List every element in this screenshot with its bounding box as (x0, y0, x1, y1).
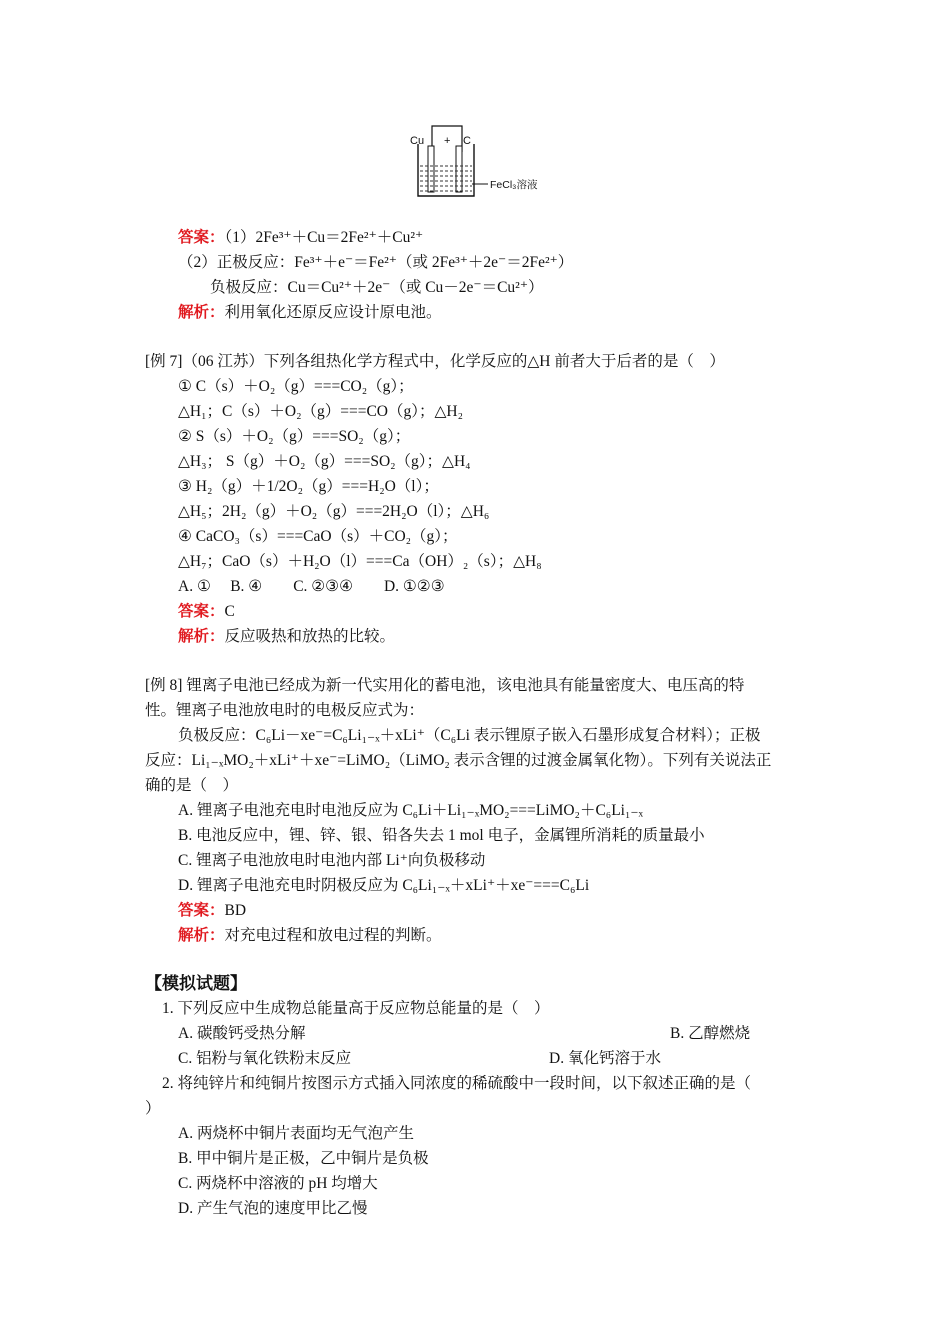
ex7-item: ① C（s）＋O₂（g）===CO₂（g）； (178, 378, 414, 395)
ex7-item: ② S（s）＋O₂（g）===SO₂（g）； (178, 428, 411, 445)
galvanic-cell-diagram (410, 122, 550, 200)
mock-q1-option-b: B. 乙醇燃烧 (670, 1025, 751, 1042)
ex8-question-line3: 负极反应：C₆Li－xe⁻=C₆Li₁₋ₓ＋xLi⁺（C₆Li 表示锂原子嵌入石墨形成复合材料）；正极 (178, 727, 761, 744)
mock-q1-option-c: C. 铝粉与氧化铁粉末反应 (178, 1050, 352, 1067)
answer-tag: 答案： (178, 229, 225, 246)
ex7-analysis: 解析：反应吸热和放热的比较。 (178, 628, 396, 645)
ex7-item: ③ H₂（g）＋1/2O₂（g）===H₂O（l）； (178, 478, 439, 495)
ex7-item: △H₅；2H₂（g）＋O₂（g）===2H₂O（l）；△H₆ (178, 503, 490, 520)
ex8-analysis: 解析：对充电过程和放电过程的判断。 (178, 927, 442, 944)
diagram-solution-label: FeCl₃溶液 (490, 179, 538, 191)
ex8-question-line2: 性。锂离子电池放电时的电极反应式为： (145, 702, 425, 719)
diagram-plus-sign: + (444, 135, 451, 147)
ex8-option-a: A. 锂离子电池充电时电池反应为 C₆Li＋Li₁₋ₓMO₂===LiMO₂＋C₆Li₁₋ₓ (178, 802, 644, 819)
mock-q1-option-d: D. 氧化钙溶于水 (549, 1050, 661, 1067)
analysis-tag: 解析： (178, 927, 225, 944)
mock-heading: 【模拟试题】 (145, 974, 247, 993)
mock-q1: 1. 下列反应中生成物总能量高于反应物总能量的是（ ） (162, 1000, 550, 1017)
mock-q2-option-c: C. 两烧杯中溶液的 pH 均增大 (178, 1175, 378, 1192)
diagram-cu-label: Cu (410, 135, 425, 147)
ex7-answer: 答案：C (178, 603, 235, 620)
ex8-question-line5: 确的是（ ） (145, 777, 239, 794)
ex8-answer: 答案：BD (178, 902, 247, 919)
answer-tag: 答案： (178, 603, 225, 620)
analysis-tag: 解析： (178, 628, 225, 645)
ex7-item: △H₇；CaO（s）＋H₂O（l）===Ca（OH）₂（s）；△H₈ (178, 553, 542, 570)
ex7-item: △H₃； S（g）＋O₂（g）===SO₂（g）；△H₄ (178, 453, 471, 470)
ex6-answer-line3: 负极反应：Cu＝Cu²⁺＋2e⁻（或 Cu－2e⁻＝Cu²⁺） (210, 279, 544, 296)
ex6-answer-line2: （2）正极反应：Fe³⁺＋e⁻＝Fe²⁺（或 2Fe³⁺＋2e⁻＝2Fe²⁺） (178, 254, 574, 271)
ex8-question-line1: [例 8] 锂离子电池已经成为新一代实用化的蓄电池，该电池具有能量密度大、电压高的特 (145, 677, 745, 694)
ex8-question-line4: 反应：Li₁₋ₓMO₂＋xLi⁺＋xe⁻=LiMO₂（LiMO₂ 表示含锂的过渡金属氧化物）。下列有关说法正 (145, 752, 772, 769)
ex7-question: [例 7]（06 江苏）下列各组热化学方程式中，化学反应的△H 前者大于后者的是（ ） (145, 353, 725, 370)
mock-q2-cont: ） (145, 1100, 161, 1117)
mock-q2-option-b: B. 甲中铜片是正极，乙中铜片是负极 (178, 1150, 429, 1167)
ex8-option-b: B. 电池反应中，锂、锌、银、铅各失去 1 mol 电子，金属锂所消耗的质量最小 (178, 827, 705, 844)
mock-q2-option-a: A. 两烧杯中铜片表面均无气泡产生 (178, 1125, 414, 1142)
ex6-analysis: 解析：利用氧化还原反应设计原电池。 (178, 304, 442, 321)
ex7-options: A. ① B. ④ C. ②③④ D. ①②③ (178, 578, 445, 595)
ex7-item: △H₁；C（s）＋O₂（g）===CO（g）；△H₂ (178, 403, 464, 420)
ex8-option-d: D. 锂离子电池充电时阴极反应为 C₆Li₁₋ₓ＋xLi⁺＋xe⁻===C₆Li (178, 877, 590, 894)
diagram-c-label: C (463, 135, 471, 147)
analysis-tag: 解析： (178, 304, 225, 321)
mock-q2-option-d: D. 产生气泡的速度甲比乙慢 (178, 1200, 368, 1217)
answer-tag: 答案： (178, 902, 225, 919)
ex8-option-c: C. 锂离子电池放电时电池内部 Li⁺向负极移动 (178, 852, 486, 869)
mock-q2: 2. 将纯锌片和纯铜片按图示方式插入同浓度的稀硫酸中一段时间，以下叙述正确的是（ (162, 1075, 752, 1092)
mock-q1-option-a: A. 碳酸钙受热分解 (178, 1025, 306, 1042)
ex6-answer-line1: 答案：（1）2Fe³⁺＋Cu＝2Fe²⁺＋Cu²⁺ (178, 229, 424, 246)
ex7-item: ④ CaCO₃（s）===CaO（s）＋CO₂（g）； (178, 528, 458, 545)
